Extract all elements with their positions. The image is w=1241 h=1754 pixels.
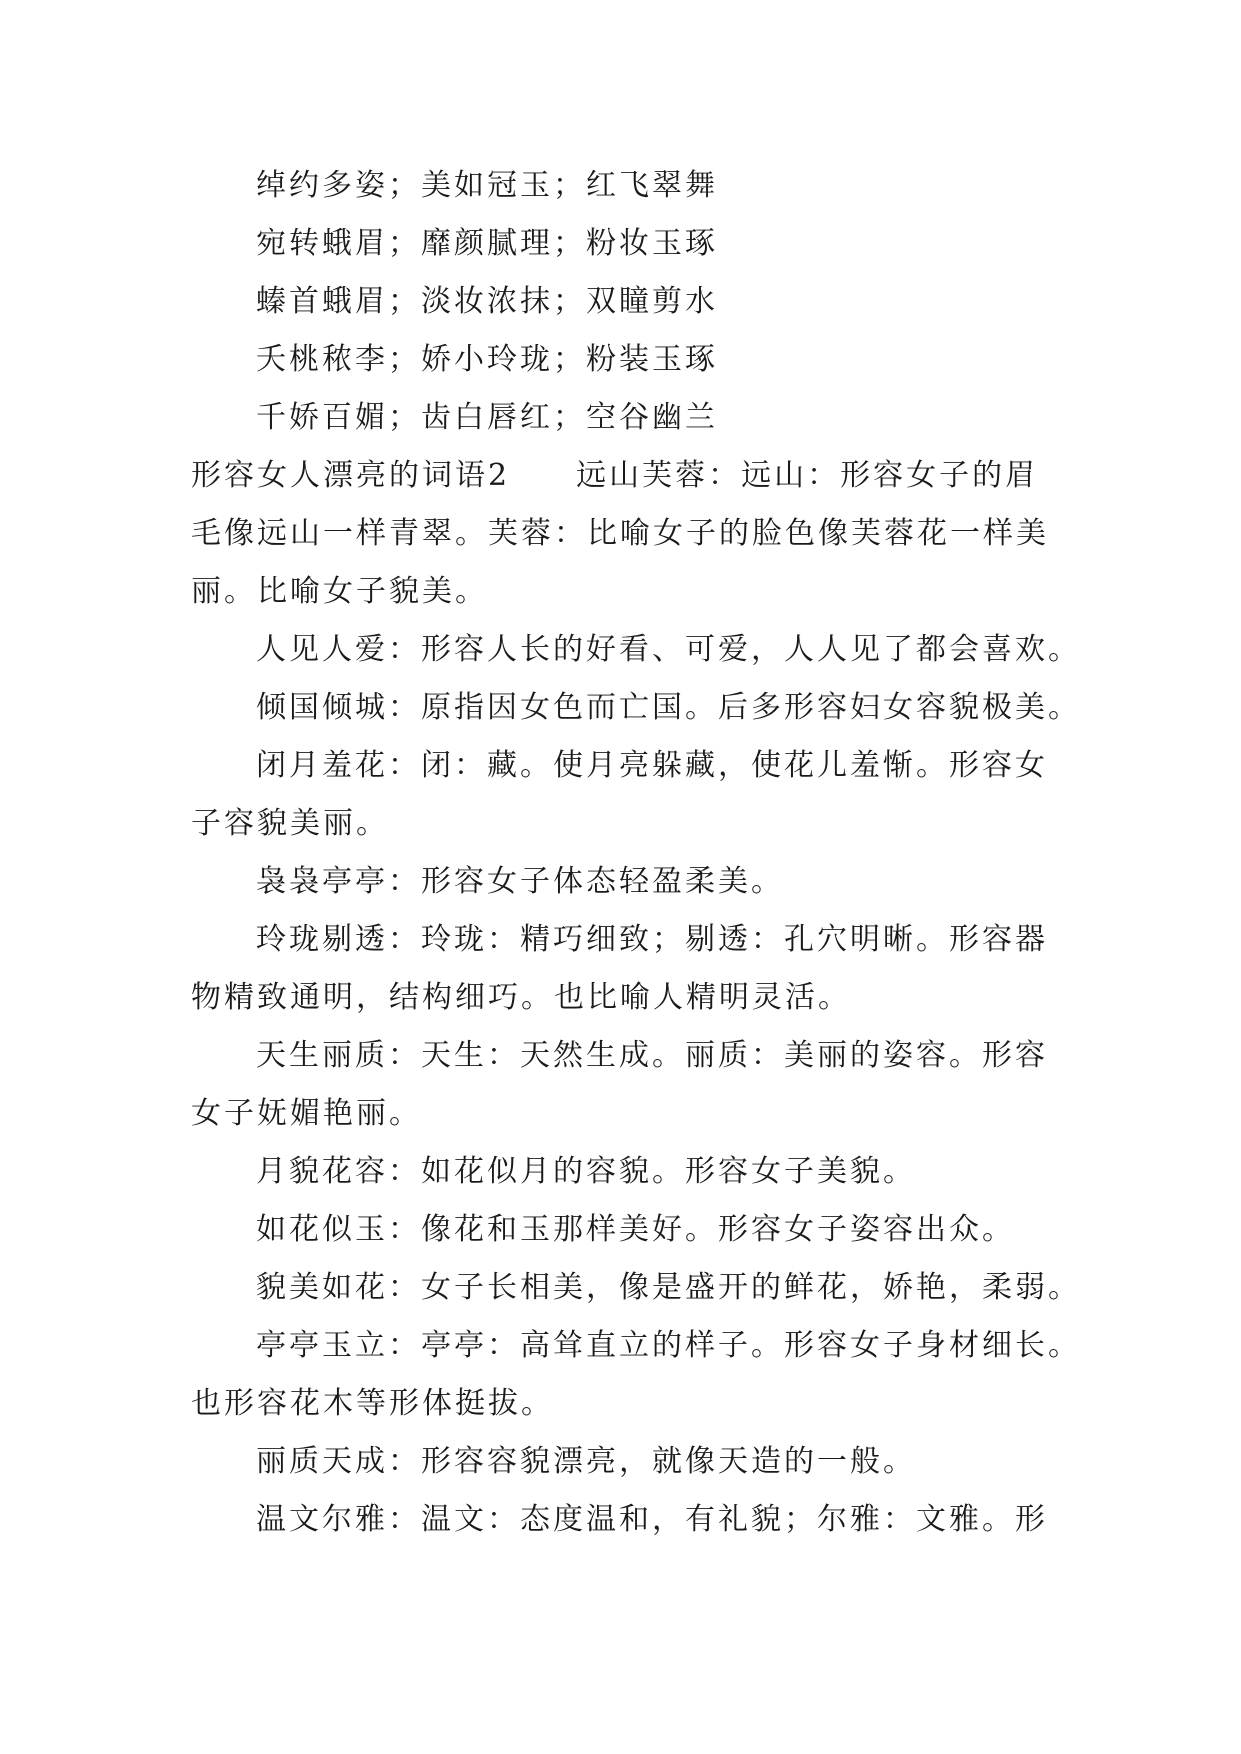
text-line: 玲珑剔透：玲珑：精巧细致；剔透：孔穴明晰。形容器 (256, 922, 1048, 957)
text-line: 温文尔雅：温文：态度温和，有礼貌；尔雅：文雅。形 (256, 1502, 1048, 1537)
text-line: 人见人爱：形容人长的好看、可爱，人人见了都会喜欢。 (256, 632, 1081, 667)
text-line: 如花似玉：像花和玉那样美好。形容女子姿容出众。 (256, 1212, 1015, 1247)
text-line: 毛像远山一样青翠。芙蓉：比喻女子的脸色像芙蓉花一样美 (191, 516, 1049, 551)
text-line: 丽。比喻女子貌美。 (191, 574, 488, 609)
text-line: 夭桃秾李；娇小玲珑；粉装玉琢 (256, 342, 718, 377)
text-line: 物精致通明，结构细巧。也比喻人精明灵活。 (191, 980, 851, 1015)
text-line: 月貌花容：如花似月的容貌。形容女子美貌。 (256, 1154, 916, 1189)
text-line: 丽质天成：形容容貌漂亮，就像天造的一般。 (256, 1444, 916, 1479)
text-line: 女子妩媚艳丽。 (191, 1096, 422, 1131)
text-line: 袅袅亭亭：形容女子体态轻盈柔美。 (256, 864, 784, 899)
text-line: 闭月羞花：闭：藏。使月亮躲藏，使花儿羞惭。形容女 (256, 748, 1048, 783)
text-line: 宛转蛾眉；靡颜腻理；粉妆玉琢 (256, 226, 718, 261)
text-line: 也形容花木等形体挺拔。 (191, 1386, 554, 1421)
text-line: 螓首蛾眉；淡妆浓抹；双瞳剪水 (256, 284, 718, 319)
text-line: 亭亭玉立：亭亭：高耸直立的样子。形容女子身材细长。 (256, 1328, 1081, 1363)
text-line: 天生丽质：天生：天然生成。丽质：美丽的姿容。形容 (256, 1038, 1048, 1073)
text-line: 子容貌美丽。 (191, 806, 389, 841)
text-line: 倾国倾城：原指因女色而亡国。后多形容妇女容貌极美。 (256, 690, 1081, 725)
section-heading-line: 形容女人漂亮的词语2 远山芙蓉：远山：形容女子的眉 (191, 458, 1039, 493)
text-line: 貌美如花：女子长相美，像是盛开的鲜花，娇艳，柔弱。 (256, 1270, 1081, 1305)
text-line: 绰约多姿；美如冠玉；红飞翠舞 (256, 168, 718, 203)
text-line: 千娇百媚；齿白唇红；空谷幽兰 (256, 400, 718, 435)
